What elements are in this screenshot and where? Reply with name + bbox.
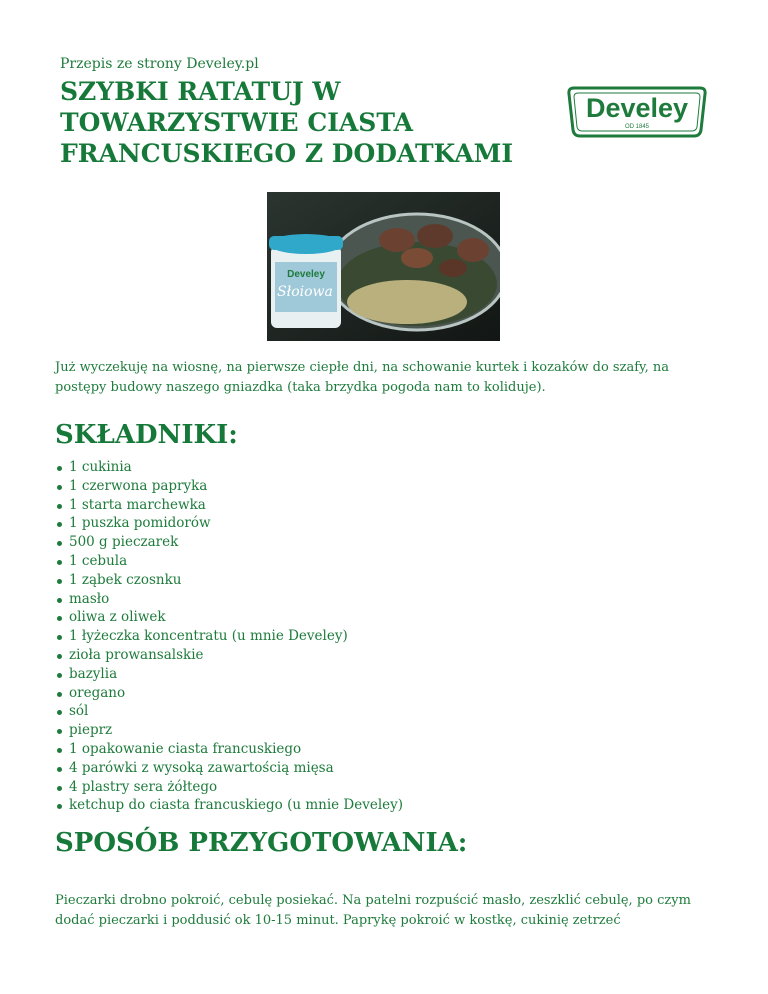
ingredient-item: 1 starta marchewka bbox=[55, 496, 403, 515]
ingredient-item: 1 czerwona papryka bbox=[55, 477, 403, 496]
ingredient-item: masło bbox=[55, 590, 403, 609]
recipe-intro: Już wyczekuję na wiosnę, na pierwsze ciepłe dni, na schowanie kurtek i kozaków do szafy, na postępy budowy naszego gniazdka (taka brzydka pogoda nam to koliduje). bbox=[55, 360, 670, 395]
ingredient-item: 1 cukinia bbox=[55, 458, 403, 477]
ingredient-item: ketchup do ciasta francuskiego (u mnie Develey) bbox=[55, 796, 403, 815]
jar-label: Słoiowa bbox=[277, 284, 333, 300]
preparation-text: Pieczarki drobno pokroić, cebulę posiekać. Na patelni rozpuścić masło, zeszklić cebulę, po czym dodać pieczarki i poddusić ok 10-15 minut. Paprykę pokroić w kostkę, cukinię zetrzeć bbox=[55, 893, 691, 928]
ingredient-item: 1 opakowanie ciasta francuskiego bbox=[55, 740, 403, 759]
ingredient-item: 1 puszka pomidorów bbox=[55, 514, 403, 533]
logo-subtext: OD 1845 bbox=[624, 124, 650, 130]
recipe-title: SZYBKI RATATUJ W TOWARZYSTWIE CIASTA FRANCUSKIEGO Z DODATKAMI bbox=[60, 77, 514, 168]
ingredient-item: bazylia bbox=[55, 665, 403, 684]
recipe-source: Przepis ze strony Develey.pl bbox=[60, 56, 259, 72]
ingredient-item: 1 ząbek czosnku bbox=[55, 571, 403, 590]
ingredient-item: 4 plastry sera żółtego bbox=[55, 778, 403, 797]
ingredient-item: 1 cebula bbox=[55, 552, 403, 571]
ingredient-item: oregano bbox=[55, 684, 403, 703]
ingredient-item: 4 parówki z wysoką zawartością mięsa bbox=[55, 759, 403, 778]
recipe-photo bbox=[267, 192, 500, 341]
preparation-heading: SPOSÓB PRZYGOTOWANIA: bbox=[55, 828, 468, 858]
ingredient-item: sól bbox=[55, 702, 403, 721]
ingredient-item: zioła prowansalskie bbox=[55, 646, 403, 665]
ingredient-item: oliwa z oliwek bbox=[55, 608, 403, 627]
ingredient-item: pieprz bbox=[55, 721, 403, 740]
ingredients-heading: SKŁADNIKI: bbox=[55, 420, 238, 450]
logo-text: Develey bbox=[585, 93, 689, 123]
ingredient-item: 1 łyżeczka koncentratu (u mnie Develey) bbox=[55, 627, 403, 646]
ingredients-list bbox=[55, 458, 403, 815]
develey-logo bbox=[566, 84, 708, 142]
jar-brand: Develey bbox=[287, 269, 325, 280]
ingredient-item: 500 g pieczarek bbox=[55, 533, 403, 552]
